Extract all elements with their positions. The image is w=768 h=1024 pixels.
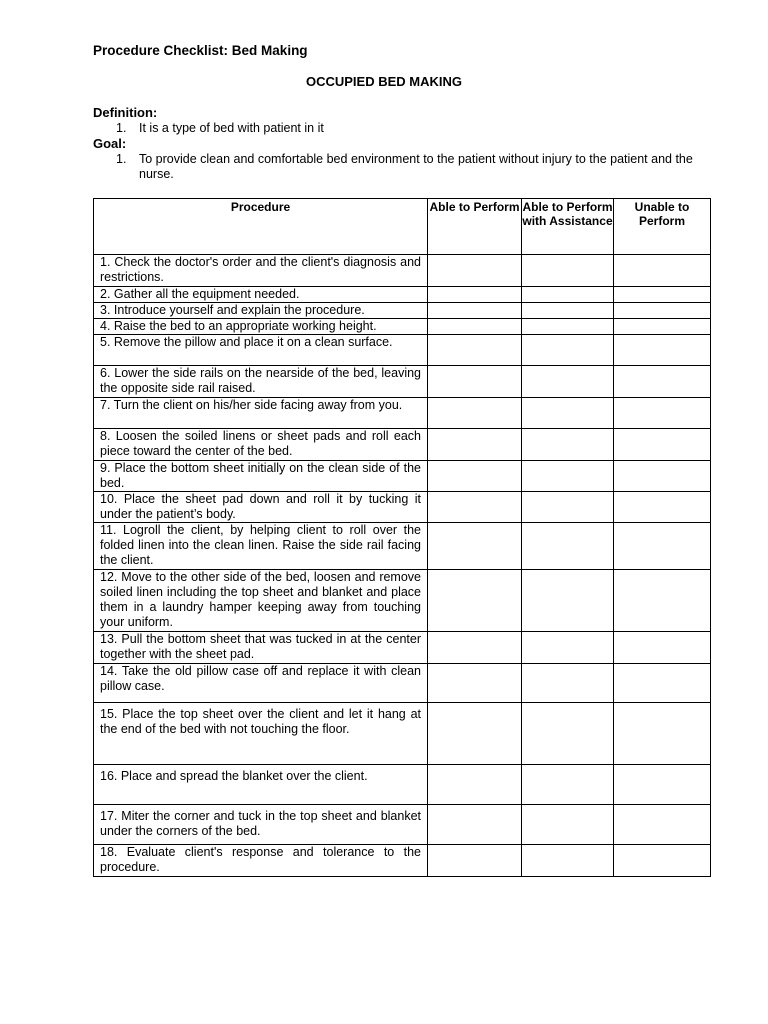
unable-checkbox-cell[interactable]: [614, 398, 711, 429]
definition-item-text: It is a type of bed with patient in it: [139, 121, 324, 135]
procedure-step: 6. Lower the side rails on the nearside of the bed, leaving the opposite side rail raised.: [94, 366, 428, 398]
assisted-checkbox-cell[interactable]: [522, 845, 614, 877]
procedure-step: 13. Pull the bottom sheet that was tucked in at the center together with the sheet pad.: [94, 632, 428, 664]
assisted-checkbox-cell[interactable]: [522, 255, 614, 287]
assisted-checkbox-cell[interactable]: [522, 632, 614, 664]
assisted-checkbox-cell[interactable]: [522, 398, 614, 429]
table-row: [94, 523, 711, 570]
procedure-step: 16. Place and spread the blanket over the client.: [94, 765, 428, 805]
table-row: [94, 366, 711, 398]
able-checkbox-cell[interactable]: [428, 319, 522, 335]
definition-label: Definition:: [93, 105, 158, 120]
table-row: [94, 319, 711, 335]
assisted-checkbox-cell[interactable]: [522, 664, 614, 703]
document-title: Procedure Checklist: Bed Making: [93, 43, 308, 58]
procedure-step: 12. Move to the other side of the bed, loosen and remove soiled linen including the top sheet and blanket and place them in a laundry hamper keeping away from touching your uniform.: [94, 570, 428, 632]
procedure-step: 18. Evaluate client's response and tolerance to the procedure.: [94, 845, 428, 877]
able-checkbox-cell[interactable]: [428, 664, 522, 703]
assisted-checkbox-cell[interactable]: [522, 523, 614, 570]
table-row: [94, 664, 711, 703]
able-checkbox-cell[interactable]: [428, 765, 522, 805]
table-row: [94, 461, 711, 492]
table-row: [94, 845, 711, 877]
able-checkbox-cell[interactable]: [428, 429, 522, 461]
header-able-to-perform: Able to Perform: [428, 199, 522, 255]
able-checkbox-cell[interactable]: [428, 492, 522, 523]
procedure-step: 8. Loosen the soiled linens or sheet pads and roll each piece toward the center of the bed.: [94, 429, 428, 461]
main-heading: OCCUPIED BED MAKING: [305, 74, 462, 89]
unable-checkbox-cell[interactable]: [614, 335, 711, 366]
header-unable-to-perform: Unable to Perform: [614, 199, 711, 255]
assisted-checkbox-cell[interactable]: [522, 703, 614, 765]
unable-checkbox-cell[interactable]: [614, 805, 711, 845]
able-checkbox-cell[interactable]: [428, 632, 522, 664]
unable-checkbox-cell[interactable]: [614, 765, 711, 805]
procedure-step: 7. Turn the client on his/her side facing away from you.: [94, 398, 428, 429]
unable-checkbox-cell[interactable]: [614, 845, 711, 877]
assisted-checkbox-cell[interactable]: [522, 303, 614, 319]
assisted-checkbox-cell[interactable]: [522, 765, 614, 805]
table-header-row: [94, 199, 711, 255]
unable-checkbox-cell[interactable]: [614, 523, 711, 570]
procedure-step: 4. Raise the bed to an appropriate working height.: [94, 319, 428, 335]
table-row: [94, 570, 711, 632]
table-row: [94, 492, 711, 523]
unable-checkbox-cell[interactable]: [614, 703, 711, 765]
able-checkbox-cell[interactable]: [428, 570, 522, 632]
unable-checkbox-cell[interactable]: [614, 319, 711, 335]
table-row: [94, 805, 711, 845]
unable-checkbox-cell[interactable]: [614, 303, 711, 319]
assisted-checkbox-cell[interactable]: [522, 429, 614, 461]
procedure-checklist-table: [93, 198, 711, 877]
unable-checkbox-cell[interactable]: [614, 255, 711, 287]
unable-checkbox-cell[interactable]: [614, 461, 711, 492]
procedure-step: 15. Place the top sheet over the client and let it hang at the end of the bed with not touching the floor.: [94, 703, 428, 765]
able-checkbox-cell[interactable]: [428, 703, 522, 765]
procedure-step: 9. Place the bottom sheet initially on the clean side of the bed.: [94, 461, 428, 492]
assisted-checkbox-cell[interactable]: [522, 570, 614, 632]
able-checkbox-cell[interactable]: [428, 255, 522, 287]
table-row: [94, 632, 711, 664]
procedure-step: 1. Check the doctor's order and the client's diagnosis and restrictions.: [94, 255, 428, 287]
table-row: [94, 255, 711, 287]
procedure-step: 3. Introduce yourself and explain the procedure.: [94, 303, 428, 319]
assisted-checkbox-cell[interactable]: [522, 319, 614, 335]
able-checkbox-cell[interactable]: [428, 287, 522, 303]
able-checkbox-cell[interactable]: [428, 845, 522, 877]
table-row: [94, 398, 711, 429]
assisted-checkbox-cell[interactable]: [522, 287, 614, 303]
table-row: [94, 303, 711, 319]
table-row: [94, 287, 711, 303]
unable-checkbox-cell[interactable]: [614, 632, 711, 664]
able-checkbox-cell[interactable]: [428, 461, 522, 492]
procedure-step: 5. Remove the pillow and place it on a clean surface.: [94, 335, 428, 366]
assisted-checkbox-cell[interactable]: [522, 335, 614, 366]
able-checkbox-cell[interactable]: [428, 366, 522, 398]
assisted-checkbox-cell[interactable]: [522, 492, 614, 523]
able-checkbox-cell[interactable]: [428, 523, 522, 570]
able-checkbox-cell[interactable]: [428, 398, 522, 429]
definition-item-number: 1.: [116, 121, 127, 135]
header-able-with-assistance: Able to Perform with Assistance: [522, 199, 614, 255]
table-row: [94, 335, 711, 366]
unable-checkbox-cell[interactable]: [614, 570, 711, 632]
unable-checkbox-cell[interactable]: [614, 664, 711, 703]
procedure-step: 14. Take the old pillow case off and replace it with clean pillow case.: [94, 664, 428, 703]
procedure-step: 10. Place the sheet pad down and roll it by tucking it under the patient’s body.: [94, 492, 428, 523]
goal-item-number: 1.: [116, 152, 127, 166]
able-checkbox-cell[interactable]: [428, 303, 522, 319]
assisted-checkbox-cell[interactable]: [522, 461, 614, 492]
able-checkbox-cell[interactable]: [428, 805, 522, 845]
procedure-step: 11. Logroll the client, by helping client to roll over the folded linen into the clean linen. Raise the side rail facing the client.: [94, 523, 428, 570]
unable-checkbox-cell[interactable]: [614, 287, 711, 303]
table-row: [94, 703, 711, 765]
header-procedure: Procedure: [94, 199, 428, 255]
procedure-step: 2. Gather all the equipment needed.: [94, 287, 428, 303]
goal-item-text: To provide clean and comfortable bed environment to the patient without injury to the patient and the nurse.: [139, 152, 693, 181]
table-row: [94, 429, 711, 461]
unable-checkbox-cell[interactable]: [614, 492, 711, 523]
unable-checkbox-cell[interactable]: [614, 366, 711, 398]
able-checkbox-cell[interactable]: [428, 335, 522, 366]
assisted-checkbox-cell[interactable]: [522, 366, 614, 398]
table-row: [94, 765, 711, 805]
assisted-checkbox-cell[interactable]: [522, 805, 614, 845]
unable-checkbox-cell[interactable]: [614, 429, 711, 461]
procedure-step: 17. Miter the corner and tuck in the top sheet and blanket under the corners of the bed.: [94, 805, 428, 845]
goal-label: Goal:: [93, 136, 127, 151]
